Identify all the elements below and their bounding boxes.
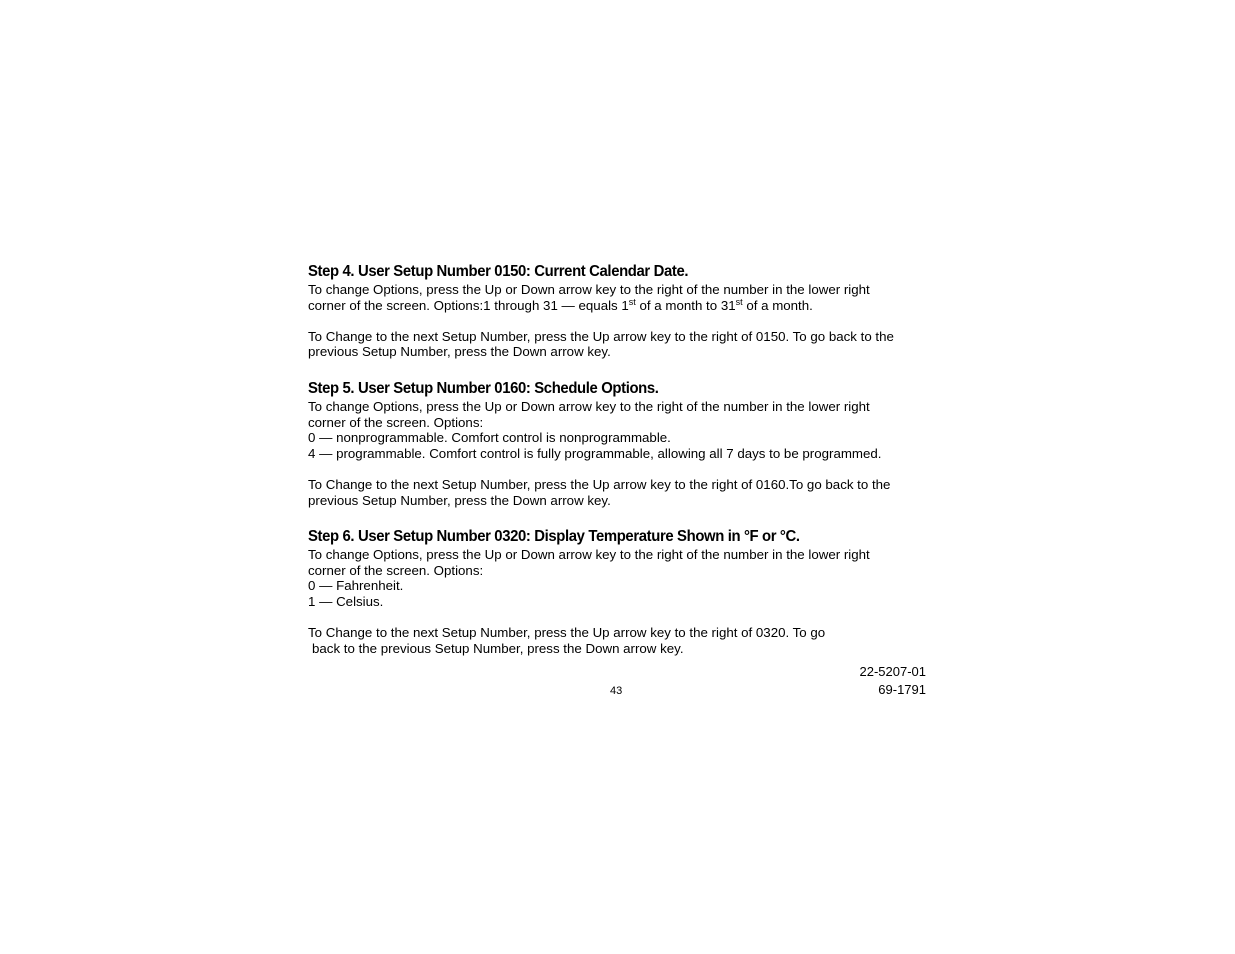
step5-heading: Step 5. User Setup Number 0160: Schedule Options. <box>308 379 659 397</box>
step6-option-0: 0 — Fahrenheit. <box>308 578 404 594</box>
step4-line2-b: of a month to 31 <box>635 297 736 313</box>
step4-line2-a: corner of the screen. Options:1 through 31 — equals 1 <box>308 297 629 313</box>
doc-number-1: 22-5207-01 <box>859 664 926 679</box>
step6-heading: Step 6. User Setup Number 0320: Display Temperature Shown in °F or °C. <box>308 528 800 546</box>
step4-sup2: st <box>735 296 743 307</box>
step5-option-4: 4 — programmable. Comfort control is fully programmable, allowing all 7 days to be programmed. <box>308 445 882 461</box>
step6-next1: To Change to the next Setup Number, press the Up arrow key to the right of 0320. To go <box>308 625 826 641</box>
document-page <box>308 262 928 656</box>
step5-option-0: 0 — nonprogrammable. Comfort control is nonprogrammable. <box>308 430 671 446</box>
step6-option-1: 1 — Celsius. <box>308 593 384 609</box>
step5-next2: previous Setup Number, press the Down arrow key. <box>308 492 611 508</box>
step5-line2: corner of the screen. Options: <box>308 414 484 430</box>
page-number: 43 <box>610 685 623 697</box>
step5-line1: To change Options, press the Up or Down arrow key to the right of the number in the lower right <box>308 398 870 414</box>
step4-line1: To change Options, press the Up or Down arrow key to the right of the number in the lower right <box>308 282 870 297</box>
step6-next2: back to the previous Setup Number, press the Down arrow key. <box>312 640 684 656</box>
step5-next1: To Change to the next Setup Number, press the Up arrow key to the right of 0160.To go back to the <box>308 476 891 492</box>
page-footer <box>308 664 926 704</box>
step6-line1: To change Options, press the Up or Down arrow key to the right of the number in the lower right <box>308 547 870 563</box>
step4-line2-c: of a month. <box>742 297 813 313</box>
step4-next2: previous Setup Number, press the Down arrow key. <box>308 344 611 360</box>
step4-heading: Step 4. User Setup Number 0150: Current Calendar Date. <box>308 263 689 280</box>
doc-number-2: 69-1791 <box>878 682 926 697</box>
step6-line2: corner of the screen. Options: <box>308 562 484 578</box>
step4-line2 <box>308 298 928 314</box>
step4-next1: To Change to the next Setup Number, press the Up arrow key to the right of 0150. To go back to the <box>308 328 894 344</box>
step4-sup1: st <box>628 296 636 307</box>
